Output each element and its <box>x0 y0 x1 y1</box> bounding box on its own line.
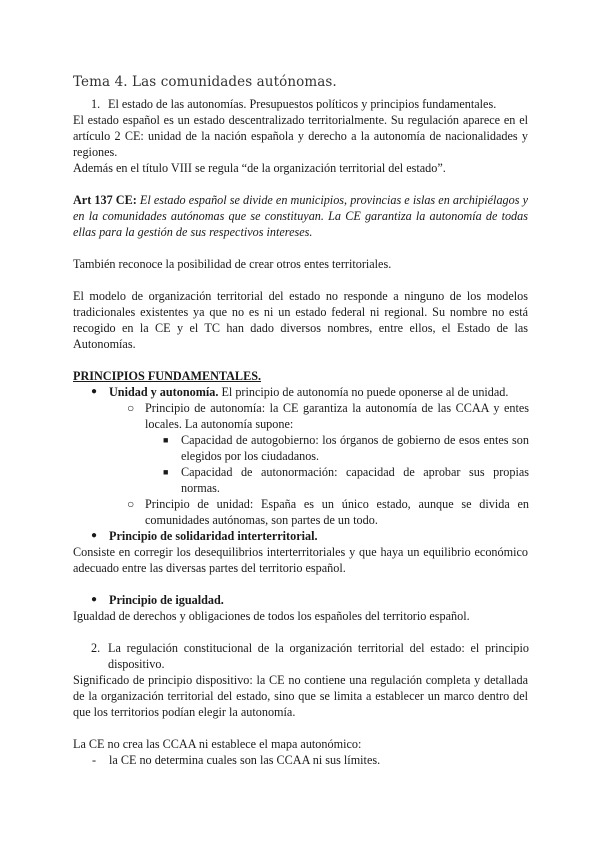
autonomy-item-autonormacion: Capacidad de autonormación: capacidad de aprobar sus propias normas. <box>181 465 529 495</box>
section1-heading-text: El estado de las autonomías. Presupuestos políticos y principios fundamentales. <box>108 97 497 111</box>
section1-para1: El estado español es un estado descentralizado territorialmente. Su regulación aparece en el artículo 2 CE: unidad de la nación española y derecho a la autonomía de nacionalidades y regiones. <box>73 113 528 159</box>
section1-para2: Además en el título VIII se regula “de la organización territorial del estado”. <box>73 161 446 175</box>
section2-number: 2. <box>91 641 101 655</box>
section2-item1: la CE no determina cuales son las CCAA ni sus límites. <box>109 753 381 767</box>
square-bullet-icon: ■ <box>163 467 169 477</box>
section1-para3: También reconoce la posibilidad de crear otros entes territoriales. <box>73 257 392 271</box>
principle-unity-text: El principio de autonomía no puede oponerse al de unidad. <box>218 385 509 399</box>
principle-solidarity-label: Principio de solidaridad interterritorial. <box>109 529 318 543</box>
principle-autonomy-sub: Principio de autonomía: la CE garantiza la autonomía de las CCAA y entes locales. La autonomía supone: <box>145 401 529 431</box>
principle-unity-sub: Principio de unidad: España es un único estado, aunque se divida en comunidades autónomas, son partes de un todo. <box>145 497 529 527</box>
section2-para2: La CE no crea las CCAA ni establece el mapa autonómico: <box>73 737 362 751</box>
bullet-icon: ● <box>91 530 98 541</box>
principle-unity-label: Unidad y autonomía. <box>109 385 219 399</box>
bullet-icon: ● <box>91 386 98 397</box>
principle-unity-autonomy <box>109 384 529 400</box>
section1-number: 1. <box>91 97 101 111</box>
circle-bullet-icon: ○ <box>127 401 135 415</box>
principle-solidarity-text: Consiste en corregir los desequilibrios interterritoriales y que haya un equilibrio económico adecuado entre las diversas partes del territorio español. <box>73 545 528 575</box>
principle-equality-label: Principio de igualdad. <box>109 593 224 607</box>
article-137-quote <box>73 192 528 240</box>
section2-heading: La regulación constitucional de la organización territorial del estado: el principio dispositivo. <box>108 641 529 671</box>
article-text: El estado español se divide en municipios, provincias e islas en archipiélagos y en la comunidades autónomas que se constituyan. La CE garantiza la autonomía de todas ellas para la gestión de sus respectivos intereses. <box>73 193 528 239</box>
dash-bullet: - <box>92 753 97 767</box>
principle-equality-text: Igualdad de derechos y obligaciones de todos los españoles del territorio español. <box>73 609 470 623</box>
autonomy-item-autogobierno: Capacidad de autogobierno: los órganos de gobierno de esos entes son elegidos por los ciudadanos. <box>181 433 529 463</box>
circle-bullet-icon: ○ <box>127 497 135 511</box>
article-label: Art 137 CE: <box>73 193 137 207</box>
page-title: Tema 4. Las comunidades autónomas. <box>73 74 337 90</box>
section1-para4: El modelo de organización territorial del estado no responde a ninguno de los modelos tradicionales existentes ya que no es ni un estado federal ni regional. Su nombre no está recogido en la CE y el TC han dado diversos nombres, entre ellos, el Estado de las Autonomías. <box>73 289 528 351</box>
section2-para1: Significado de principio dispositivo: la CE no contiene una regulación completa y detallada de la organización territorial del estado, sino que se limita a establecer un marco dentro del que los territorios podían elegir la autonomía. <box>73 673 528 719</box>
principles-heading: PRINCIPIOS FUNDAMENTALES. <box>73 369 262 383</box>
bullet-icon: ● <box>91 594 98 605</box>
square-bullet-icon: ■ <box>163 435 169 445</box>
